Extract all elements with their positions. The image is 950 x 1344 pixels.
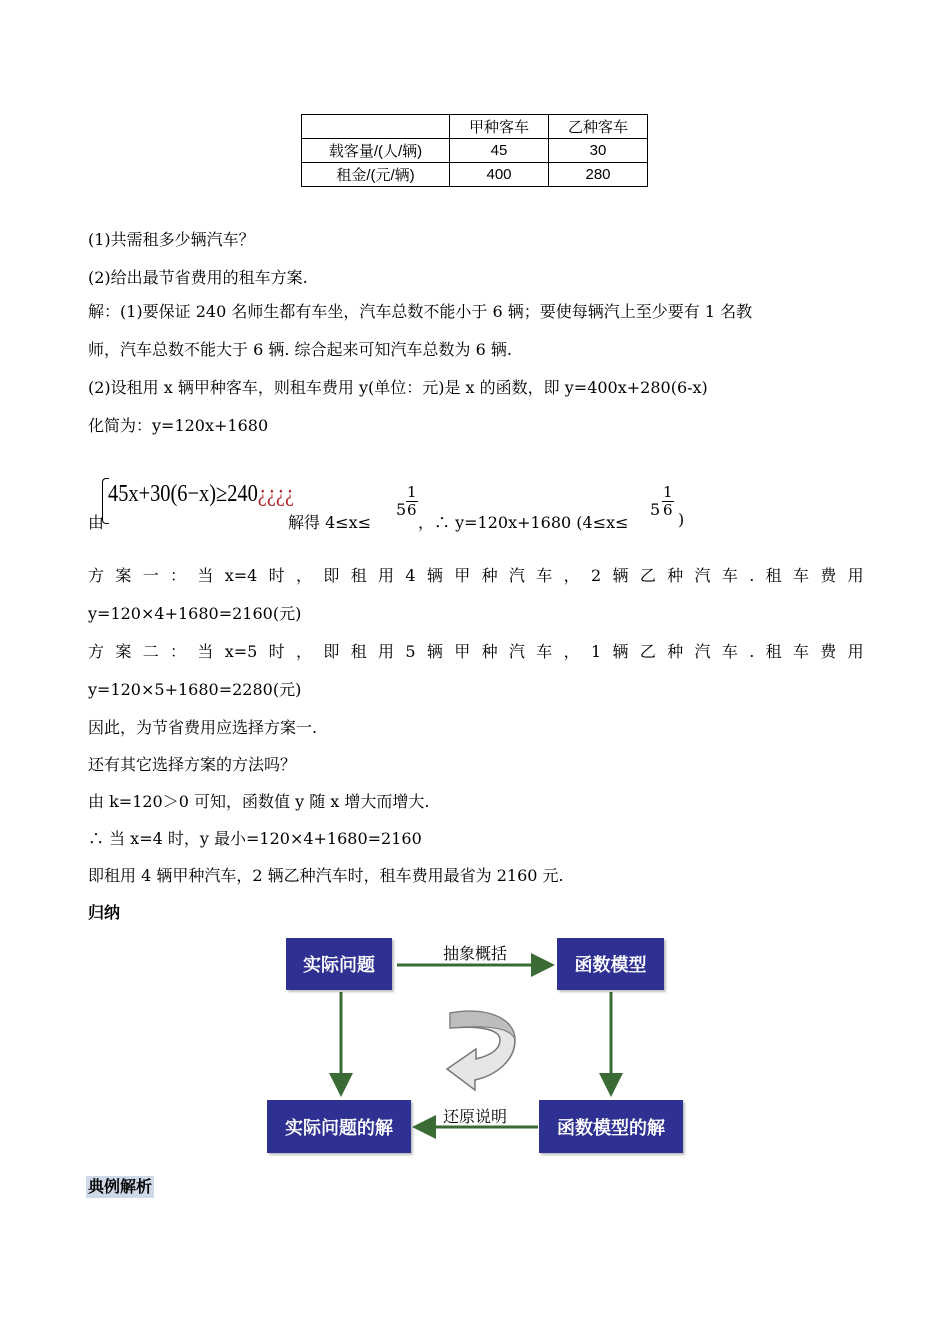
plan-word: 费 [820,642,837,661]
plan-word: 汽 [508,642,525,661]
plan-word: ， [563,566,580,585]
plan-word: 辆 [612,566,629,585]
table-cell: 400 [450,163,549,187]
plan-word: ： [170,566,187,585]
plan-word: ， [296,566,313,585]
plan-word: 种 [667,642,684,661]
plan-word: 方 [88,642,105,661]
plan-word: . [749,566,755,585]
plan-word: 当 [197,642,214,661]
plan-word: 辆 [426,566,443,585]
simplify-line: 化简为：y=120x+1680 [88,416,269,435]
plan-word: 即 [323,566,340,585]
plan-word: 种 [481,566,498,585]
plan-word: 方 [88,566,105,585]
plan-word: 用 [378,566,395,585]
plan-word: 4 [405,566,416,585]
fraction-denominator: 6 [407,501,417,519]
slope-reasoning: 由 k=120＞0 可知，函数值 y 随 x 增大而增大. [88,792,430,811]
box-function-model-solution: 函数模型的解 [539,1100,683,1153]
plan-word: 租 [765,566,782,585]
plan-word: ， [563,642,580,661]
math-inequality-text: 45x+30(6−x)≥240 [108,481,258,507]
table-cell: 45 [450,139,549,163]
plan-word: 租 [765,642,782,661]
label-abstract: 抽象概括 [443,944,508,963]
plan-word: 乙 [639,642,656,661]
plan-word: 辆 [612,642,629,661]
plan-word: 车 [536,566,553,585]
plan-word: 种 [481,642,498,661]
plan-word: 汽 [694,642,711,661]
plan-word: 甲 [454,566,471,585]
label-restore: 还原说明 [443,1107,508,1126]
plan-word: 案 [115,566,132,585]
plan-word: 乙 [639,566,656,585]
final-answer: 即租用 4 辆甲种汽车，2 辆乙种汽车时，租车费用最省为 2160 元. [88,866,564,885]
math-close: ) [678,510,685,529]
fraction-numerator: 1 [663,483,673,501]
solution-1-line-b: 师，汽车总数不能大于 6 辆. 综合起来可知汽车总数为 6 辆. [88,340,512,359]
plan-word: 一 [142,566,159,585]
plan-2-line-b: y=120×5+1680=2280(元) [88,680,302,699]
math-therefore-text: ，∴ y=120x+1680 (4≤x≤ [418,513,629,532]
math-solve-text: 解得 4≤x≤ [288,513,372,532]
plan-word: 汽 [508,566,525,585]
plan-word: 租 [350,566,367,585]
question-1: (1)共需租多少辆汽车？ [88,230,255,249]
plan-word: 用 [847,642,864,661]
question-2: (2)给出最节省费用的租车方案. [88,268,308,287]
plan-1-line-b: y=120×4+1680=2160(元) [88,604,302,623]
box-real-problem: 实际问题 [286,938,392,990]
solution-2: (2)设租用 x 辆甲种客车，则租车费用 y(单位：元)是 x 的函数，即 y=400x+280(6-x) [88,378,708,397]
example-heading: 典例解析 [88,1177,153,1196]
plan-word: 时 [268,566,285,585]
conclusion: 因此，为节省费用应选择方案一. [88,718,318,737]
plan-word: 车 [536,642,553,661]
garbled-glyphs: ¿¿¿¿ [257,481,295,507]
plan-word: . [749,642,755,661]
plan-word: x=4 [224,566,258,585]
plan-word: 当 [197,566,214,585]
table-cell: 租金/(元/辆) [302,163,450,187]
plan-word: 二 [142,642,159,661]
fraction-numerator: 1 [407,483,417,501]
plan-word: 费 [820,566,837,585]
summary-heading: 归纳 [88,903,121,922]
therefore-line: ∴ 当 x=4 时，y 最小=120×4+1680=2160 [88,829,422,848]
plan-word: 种 [667,566,684,585]
plan-word: 甲 [454,642,471,661]
table-header-cell: 甲种客车 [450,115,549,139]
other-method-question: 还有其它选择方案的方法吗？ [88,755,297,774]
plan-word: ： [170,642,187,661]
plan-word: ， [296,642,313,661]
plan-word: 汽 [694,566,711,585]
plan-word: 时 [268,642,285,661]
mixed-whole-1: 5 [396,500,407,519]
plan-word: 2 [590,566,602,585]
plan-word: 车 [721,642,738,661]
plan-word: 租 [350,642,367,661]
plan-word: 即 [323,642,340,661]
table-cell: 载客量/(人/辆) [302,139,450,163]
plan-word: 辆 [426,642,443,661]
plan-word: x=5 [224,642,258,661]
plan-word: 车 [792,642,809,661]
box-function-model: 函数模型 [557,938,664,990]
math-prefix: 由 [88,513,105,532]
plan-word: 案 [115,642,132,661]
solution-1-line-a: 解：(1)要保证 240 名师生都有车坐，汽车总数不能小于 6 辆；要使每辆汽上至少要有 1 名教 [88,302,753,321]
box-real-problem-solution: 实际问题的解 [267,1100,411,1153]
table-cell: 280 [549,163,648,187]
table-header-cell: 乙种客车 [549,115,648,139]
plan-word: 5 [405,642,416,661]
plan-word: 车 [792,566,809,585]
plan-word: 1 [590,642,602,661]
plan-word: 用 [378,642,395,661]
fraction-denominator: 6 [663,501,673,519]
plan-word: 用 [847,566,864,585]
table-cell: 30 [549,139,648,163]
mixed-whole-2: 5 [650,500,661,519]
plan-word: 车 [721,566,738,585]
cycle-arrow-icon [447,1011,515,1090]
